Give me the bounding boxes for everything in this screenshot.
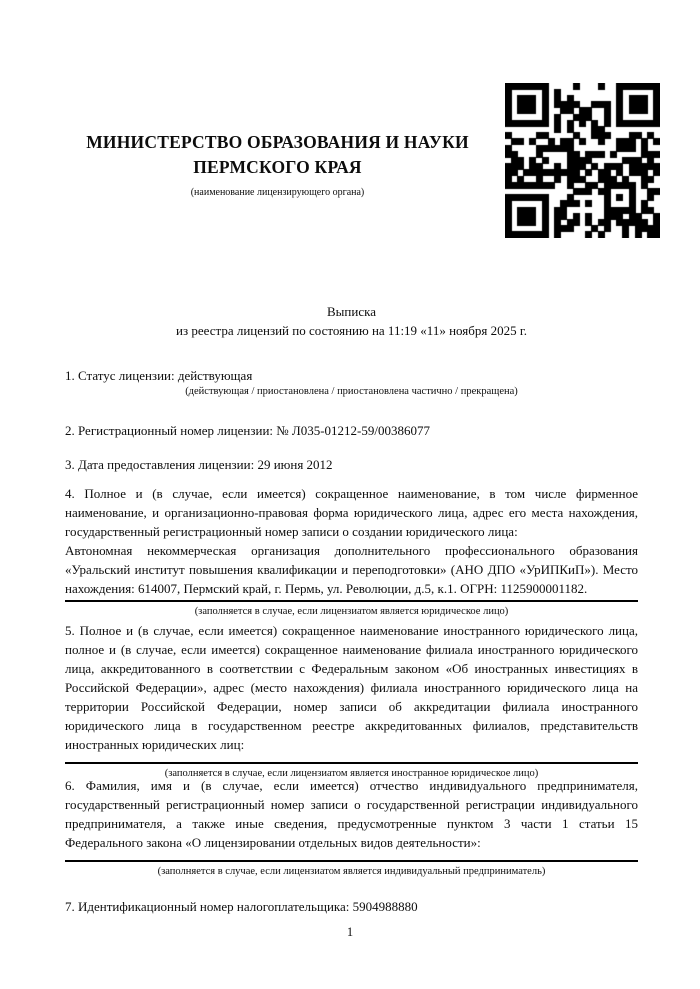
separator-line [65,600,638,602]
entrepreneur-rule-caption: (заполняется в случае, если лицензиатом является индивидуальный предприниматель) [157,866,546,877]
qr-code-canvas [505,83,660,238]
license-status-item [65,366,638,399]
ministry-caption: (наименование лицензирующего органа) [190,187,365,198]
doc-title-line1: Выписка [327,304,376,319]
license-status-note: (действующая / приостановлена / приостановлена частично / прекращена) [185,386,518,397]
separator-line [65,762,638,764]
legal-entity-item [65,484,638,619]
grant-date-item: 3. Дата предоставления лицензии: 29 июня 2012 [65,457,333,472]
foreign-entity-rule-caption: (заполняется в случае, если лицензиатом является иностранное юридическое лицо) [164,768,539,779]
registration-number-item: 2. Регистрационный номер лицензии: № Л035-01212-59/00386077 [65,423,431,438]
license-status-text: 1. Статус лицензии: действующая [65,368,253,383]
legal-entity-label: 4. Полное и (в случае, если имеется) сокращенное наименование, в том числе фирменное наименование, и организационно-правовая форма юридического лица, адрес его места нахождения, государственный регистрационный номер записи о создании юридического лица: [65,486,638,539]
ministry-name [65,130,490,180]
foreign-entity-label: 5. Полное и (в случае, если имеется) сокращенное наименование иностранного юридического лица, полное и (в случае, если имеется) сокращенное наименование филиала иностранного юридического лица, аккредитованного в соответствии с Федеральным законом «Об иностранных инвестициях в Российской Федерации», адрес (место нахождения) филиала иностранного юридического лица на территории Российской Федерации, номер записи об аккредитации филиала иностранного юридического лица в государственном реестре аккредитованных филиалов, представительств иностранных юридических лиц: [65,623,638,752]
separator-line [65,860,638,862]
ministry-name-line1: МИНИСТЕРСТВО ОБРАЗОВАНИЯ И НАУКИ [86,132,469,152]
doc-title [65,302,638,340]
legal-entity-rule-caption: (заполняется в случае, если лицензиатом является юридическое лицо) [194,606,509,617]
entrepreneur-label: 6. Фамилия, имя и (в случае, если имеется) отчество индивидуального предпринимателя, государственный регистрационный номер записи о государственной регистрации индивидуального предпринимателя, а также иные сведения, предусмотренные пунктом 3 части 1 статьи 15 Федерального закона «О лицензировании отдельных видов деятельности»: [65,778,638,850]
foreign-entity-item [65,621,638,781]
entrepreneur-item [65,776,638,879]
legal-entity-value: Автономная некоммерческая организация дополнительного профессионального образования «Уральский институт повышения квалификации и переподготовки» (АНО ДПО «УрИПКиП»). Место нахождения: 614007, Пермский край, г. Пермь, ул. Революции, д.5, к.1. ОГРН: 1125900001182. [65,543,638,596]
qr-code [505,83,660,238]
header [65,130,490,198]
doc-title-line2: из реестра лицензий по состоянию на 11:19 «11» ноября 2025 г. [176,323,527,338]
ministry-name-line2: ПЕРМСКОГО КРАЯ [193,157,362,177]
page-number: 1 [346,925,354,939]
inn-item: 7. Идентификационный номер налогоплательщика: 5904988880 [65,899,418,914]
